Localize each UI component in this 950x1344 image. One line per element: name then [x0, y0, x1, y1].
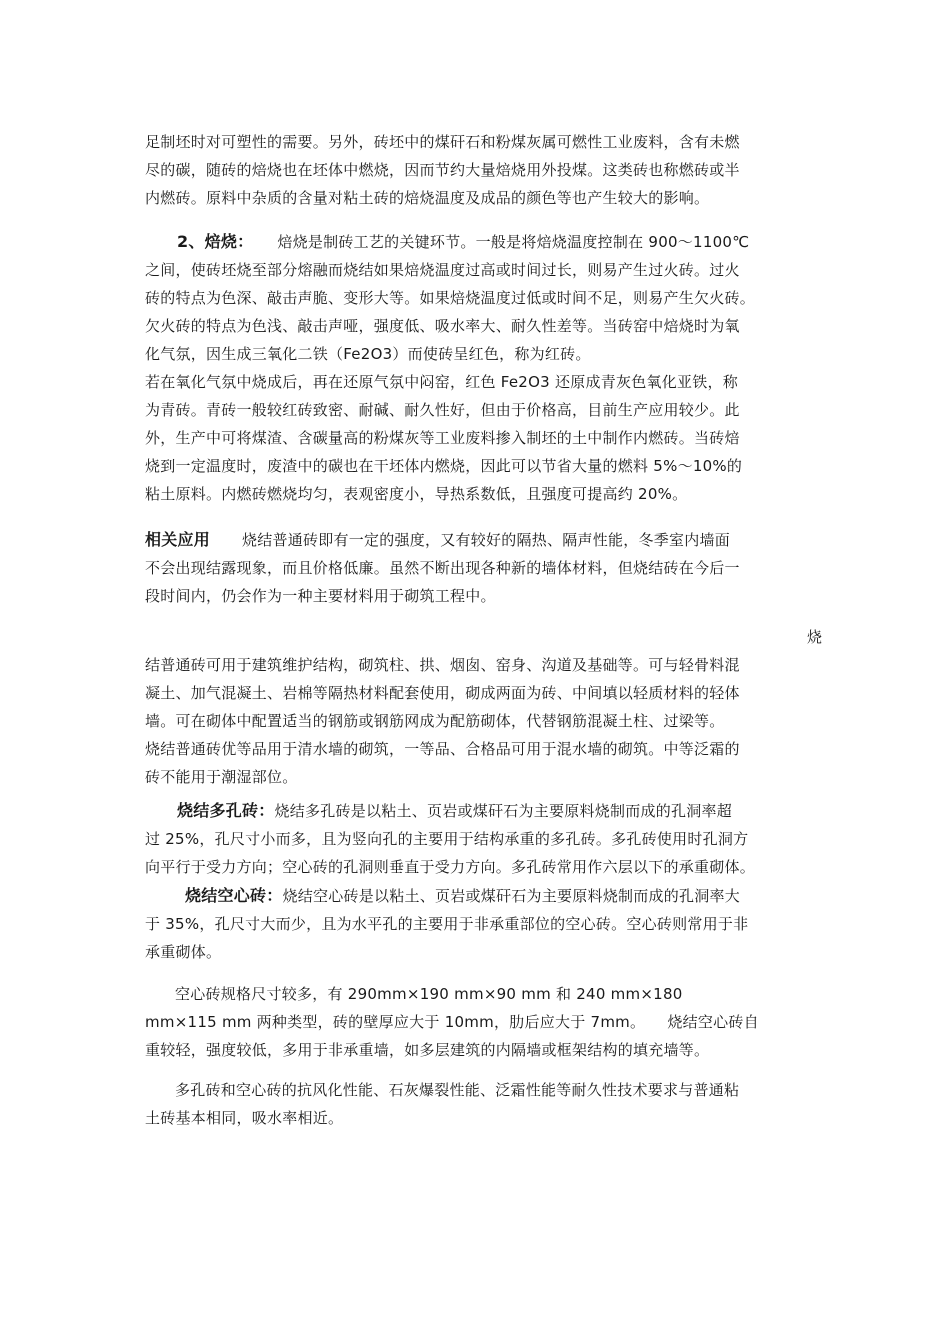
text-line: 向平行于受力方向；空心砖的孔洞则垂直于受力方向。多孔砖常用作六层以下的承重砌体。 — [145, 858, 756, 876]
text-line: 多孔砖和空心砖的抗风化性能、石灰爆裂性能、泛霜性能等耐久性技术要求与普通粘 — [175, 1081, 740, 1099]
text-line: 烧结普通砖即有一定的强度，又有较好的隔热、隔声性能，冬季室内墙面 — [242, 531, 731, 549]
section-firing-first-line — [145, 228, 805, 256]
section-firing-heading: 2、焙烧： — [177, 232, 254, 251]
text-line: 烧结空心砖自 — [667, 1013, 759, 1031]
text-line: mm×115 mm 两种类型，砖的壁厚应大于 10mm，肋后应大于 7mm。 — [145, 1013, 646, 1031]
section-hollow-heading: 烧结空心砖： — [185, 886, 283, 905]
text-line: 足制坯时对可塑性的需要。另外，砖坯中的煤矸石和粉煤灰属可燃性工业废料，含有未燃 — [145, 133, 740, 151]
text-line: 于 35%，孔尺寸大而少，且为水平孔的主要用于非承重部位的空心砖。空心砖则常用于非 — [145, 915, 749, 933]
wrapped-character: 烧 — [807, 628, 823, 646]
text-line: 土砖基本相同，吸水率相近。 — [145, 1109, 344, 1127]
section-application-heading: 相关应用 — [145, 530, 211, 549]
text-line: 烧到一定温度时，废渣中的碳也在干坯体内燃烧，因此可以节省大量的燃料 5%～10%的 — [145, 457, 743, 475]
paragraph-raw-material — [145, 128, 805, 212]
text-line: 内燃砖。原料中杂质的含量对粘土砖的焙烧温度及成品的颜色等也产生较大的影响。 — [145, 189, 710, 207]
text-line: 烧结多孔砖是以粘土、页岩或煤矸石为主要原料烧制而成的孔洞率超 — [274, 802, 733, 820]
section-application-continued — [145, 651, 805, 791]
text-line: 粘土原料。内燃砖燃烧均匀，表观密度小，导热系数低，且强度可提高约 20%。 — [145, 485, 688, 503]
section-firing — [145, 228, 805, 508]
text-line: 化气氛，因生成三氧化二铁（Fe2O3）而使砖呈红色，称为红砖。 — [145, 345, 591, 363]
paragraph-hollow-brick-size — [145, 980, 805, 1064]
section-hollow-first-line — [145, 882, 805, 910]
text-line: 若在氧化气氛中烧成后，再在还原气氛中闷窑，红色 Fe2O3 还原成青灰色氧化亚铁，称 — [145, 373, 738, 391]
text-line: 空心砖规格尺寸较多，有 290mm×190 mm×90 mm 和 240 mm×180 — [175, 985, 683, 1003]
text-line: 烧结普通砖优等品用于清水墙的砌筑，一等品、合格品可用于混水墙的砌筑。中等泛霜的 — [145, 740, 740, 758]
section-application — [145, 526, 805, 610]
section-perforated-brick — [145, 797, 805, 881]
text-line: 砖不能用于潮湿部位。 — [145, 768, 298, 786]
text-line: 焙烧是制砖工艺的关键环节。一般是将焙烧温度控制在 900～1100℃ — [277, 233, 750, 251]
text-line: 烧结空心砖是以粘土、页岩或煤矸石为主要原料烧制而成的孔洞率大 — [282, 887, 741, 905]
size-second-line — [145, 1008, 805, 1036]
text-line: 为青砖。青砖一般较红砖致密、耐碱、耐久性好，但由于价格高，目前生产应用较少。此 — [145, 401, 740, 419]
paragraph-durability — [145, 1076, 805, 1132]
text-line: 欠火砖的特点为色浅、敲击声哑，强度低、吸水率大、耐久性差等。当砖窑中焙烧时为氧 — [145, 317, 740, 335]
text-line: 重较轻，强度较低，多用于非承重墙，如多层建筑的内隔墙或框架结构的填充墙等。 — [145, 1041, 710, 1059]
text-line: 墙。可在砌体中配置适当的钢筋或钢筋网成为配筋砌体，代替钢筋混凝土柱、过梁等。 — [145, 712, 725, 730]
text-line: 外，生产中可将煤渣、含碳量高的粉煤灰等工业废料掺入制坯的土中制作内燃砖。当砖焙 — [145, 429, 740, 447]
text-line: 不会出现结露现象，而且价格低廉。虽然不断出现各种新的墙体材料，但烧结砖在今后一 — [145, 559, 740, 577]
section-hollow-brick — [145, 882, 805, 966]
text-line: 之间，使砖坯烧至部分熔融而烧结如果焙烧温度过高或时间过长，则易产生过火砖。过火 — [145, 261, 740, 279]
text-line: 过 25%，孔尺寸小而多，且为竖向孔的主要用于结构承重的多孔砖。多孔砖使用时孔洞方 — [145, 830, 749, 848]
text-line: 结普通砖可用于建筑维护结构，砌筑柱、拱、烟囱、窑身、沟道及基础等。可与轻骨料混 — [145, 656, 740, 674]
text-line: 承重砌体。 — [145, 943, 222, 961]
text-line: 尽的碳，随砖的焙烧也在坯体中燃烧，因而节约大量焙烧用外投煤。这类砖也称燃砖或半 — [145, 161, 740, 179]
section-perforated-heading: 烧结多孔砖： — [177, 801, 275, 820]
text-line: 段时间内，仍会作为一种主要材料用于砌筑工程中。 — [145, 587, 496, 605]
text-line: 凝土、加气混凝土、岩棉等隔热材料配套使用，砌成两面为砖、中间填以轻质材料的轻体 — [145, 684, 740, 702]
section-application-first-line — [145, 526, 805, 554]
text-line: 砖的特点为色深、敲击声脆、变形大等。如果焙烧温度过低或时间不足，则易产生欠火砖。 — [145, 289, 756, 307]
section-perforated-first-line — [145, 797, 805, 825]
